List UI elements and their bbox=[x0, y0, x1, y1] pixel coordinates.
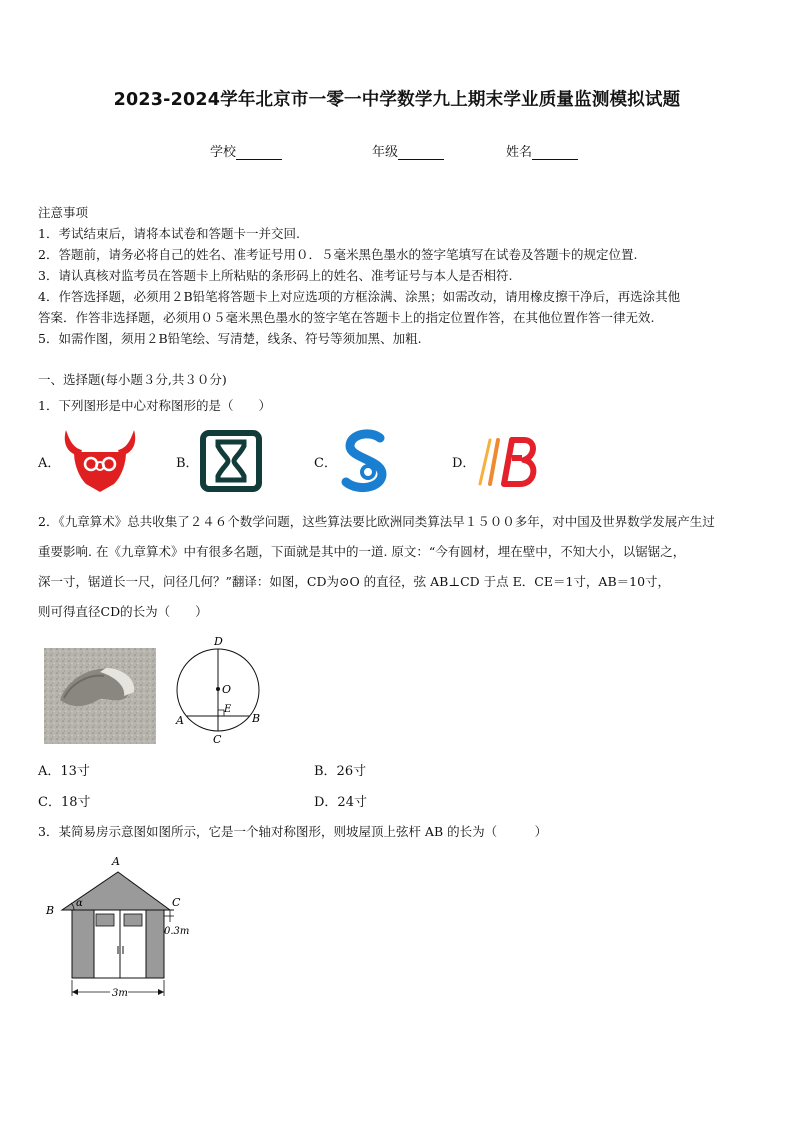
q2-option-d: D．24寸 bbox=[314, 795, 367, 810]
label-d: D bbox=[214, 635, 223, 648]
notice-item: 5．如需作图，须用２B铅笔绘、写清楚，线条、符号等须加黑、加粗. bbox=[38, 331, 422, 346]
house-diagram bbox=[40, 852, 200, 1002]
b-logo-icon bbox=[476, 434, 540, 488]
school-label: 学校 bbox=[210, 145, 237, 160]
label-o: O bbox=[222, 683, 232, 696]
name-blank bbox=[532, 146, 578, 160]
q1-stem: 1．下列图形是中心对称图形的是（ ） bbox=[38, 398, 271, 413]
label-height: 0.3m bbox=[164, 926, 190, 937]
hourglass-logo-icon bbox=[200, 430, 262, 492]
label-c: C bbox=[213, 733, 222, 746]
grade-blank bbox=[398, 146, 444, 160]
label-alpha: α bbox=[76, 898, 83, 909]
name-field bbox=[506, 141, 578, 160]
notice-item: 2．答题前，请务必将自己的姓名、准考证号用０．５毫米黑色墨水的签字笔填写在试卷及答题卡的规定位置. bbox=[38, 247, 638, 262]
q3-stem: 3．某简易房示意图如图所示，它是一个轴对称图形，则坡屋顶上弦杆 AB 的长为（ ） bbox=[38, 824, 548, 839]
q2-stem-line: 重要影响. 在《九章算术》中有很多名题，下面就是其中的一道. 原文：“今有圆材，埋在壁中，不知大小，以锯锯之， bbox=[38, 544, 686, 559]
label-b: B bbox=[252, 712, 261, 725]
section-heading: 一、选择题(每小题３分,共３０分) bbox=[38, 372, 227, 387]
bull-logo-icon bbox=[60, 426, 140, 496]
notice-item: 4．作答选择题，必须用２B铅笔将答题卡上对应选项的方框涂满、涂黑；如需改动，请用橡皮擦干净后，再选涂其他 bbox=[38, 289, 681, 304]
label-b: B bbox=[46, 904, 55, 917]
q2-option-c: C．18寸 bbox=[38, 795, 91, 810]
q2-stem-line: 2．《九章算术》总共收集了２４６个数学问题，这些算法要比欧洲同类算法早１５００多年，对中国及世界数学发展产生过 bbox=[38, 514, 715, 529]
name-label: 姓名 bbox=[506, 145, 533, 160]
notice-item: 答案．作答非选择题，必须用０５毫米黑色墨水的签字笔在答题卡上的指定位置作答，在其他位置作答一律无效. bbox=[38, 310, 655, 325]
school-blank bbox=[236, 146, 282, 160]
label-width: 3m bbox=[112, 988, 128, 999]
grade-field bbox=[372, 141, 444, 160]
q2-stem-line: 则可得直径CD的长为（ ） bbox=[38, 604, 208, 619]
page-title: 2023-2024学年北京市一零一中学数学九上期末学业质量监测模拟试题 bbox=[113, 90, 681, 110]
label-a: A bbox=[112, 855, 120, 868]
label-a: A bbox=[176, 714, 184, 727]
q1-option-a-label: A． bbox=[38, 456, 61, 471]
grade-label: 年级 bbox=[372, 145, 399, 160]
notice-item: 3．请认真核对监考员在答题卡上所粘贴的条形码上的姓名、准考证号与本人是否相符. bbox=[38, 268, 513, 283]
label-e: E bbox=[224, 704, 232, 715]
q1-option-d-label: D． bbox=[452, 456, 476, 471]
notice-heading: 注意事项 bbox=[38, 205, 89, 220]
s-logo-icon bbox=[336, 428, 396, 496]
notice-item: 1．考试结束后，请将本试卷和答题卡一并交回. bbox=[38, 226, 300, 241]
label-c: C bbox=[172, 896, 181, 909]
q2-option-a: A．13寸 bbox=[38, 764, 90, 779]
q2-option-b: B．26寸 bbox=[314, 764, 367, 779]
school-field bbox=[210, 141, 282, 160]
q2-stem-line: 深一寸，锯道长一尺，问径几何？”翻译：如图，CD为⊙O 的直径，弦 AB⊥CD 于点 E．CE＝1寸，AB＝10寸， bbox=[38, 574, 671, 589]
q1-option-c-label: C． bbox=[314, 456, 337, 471]
buried-log-photo bbox=[44, 648, 156, 744]
circle-chord-diagram bbox=[172, 634, 268, 746]
q1-option-b-label: B． bbox=[176, 456, 199, 471]
